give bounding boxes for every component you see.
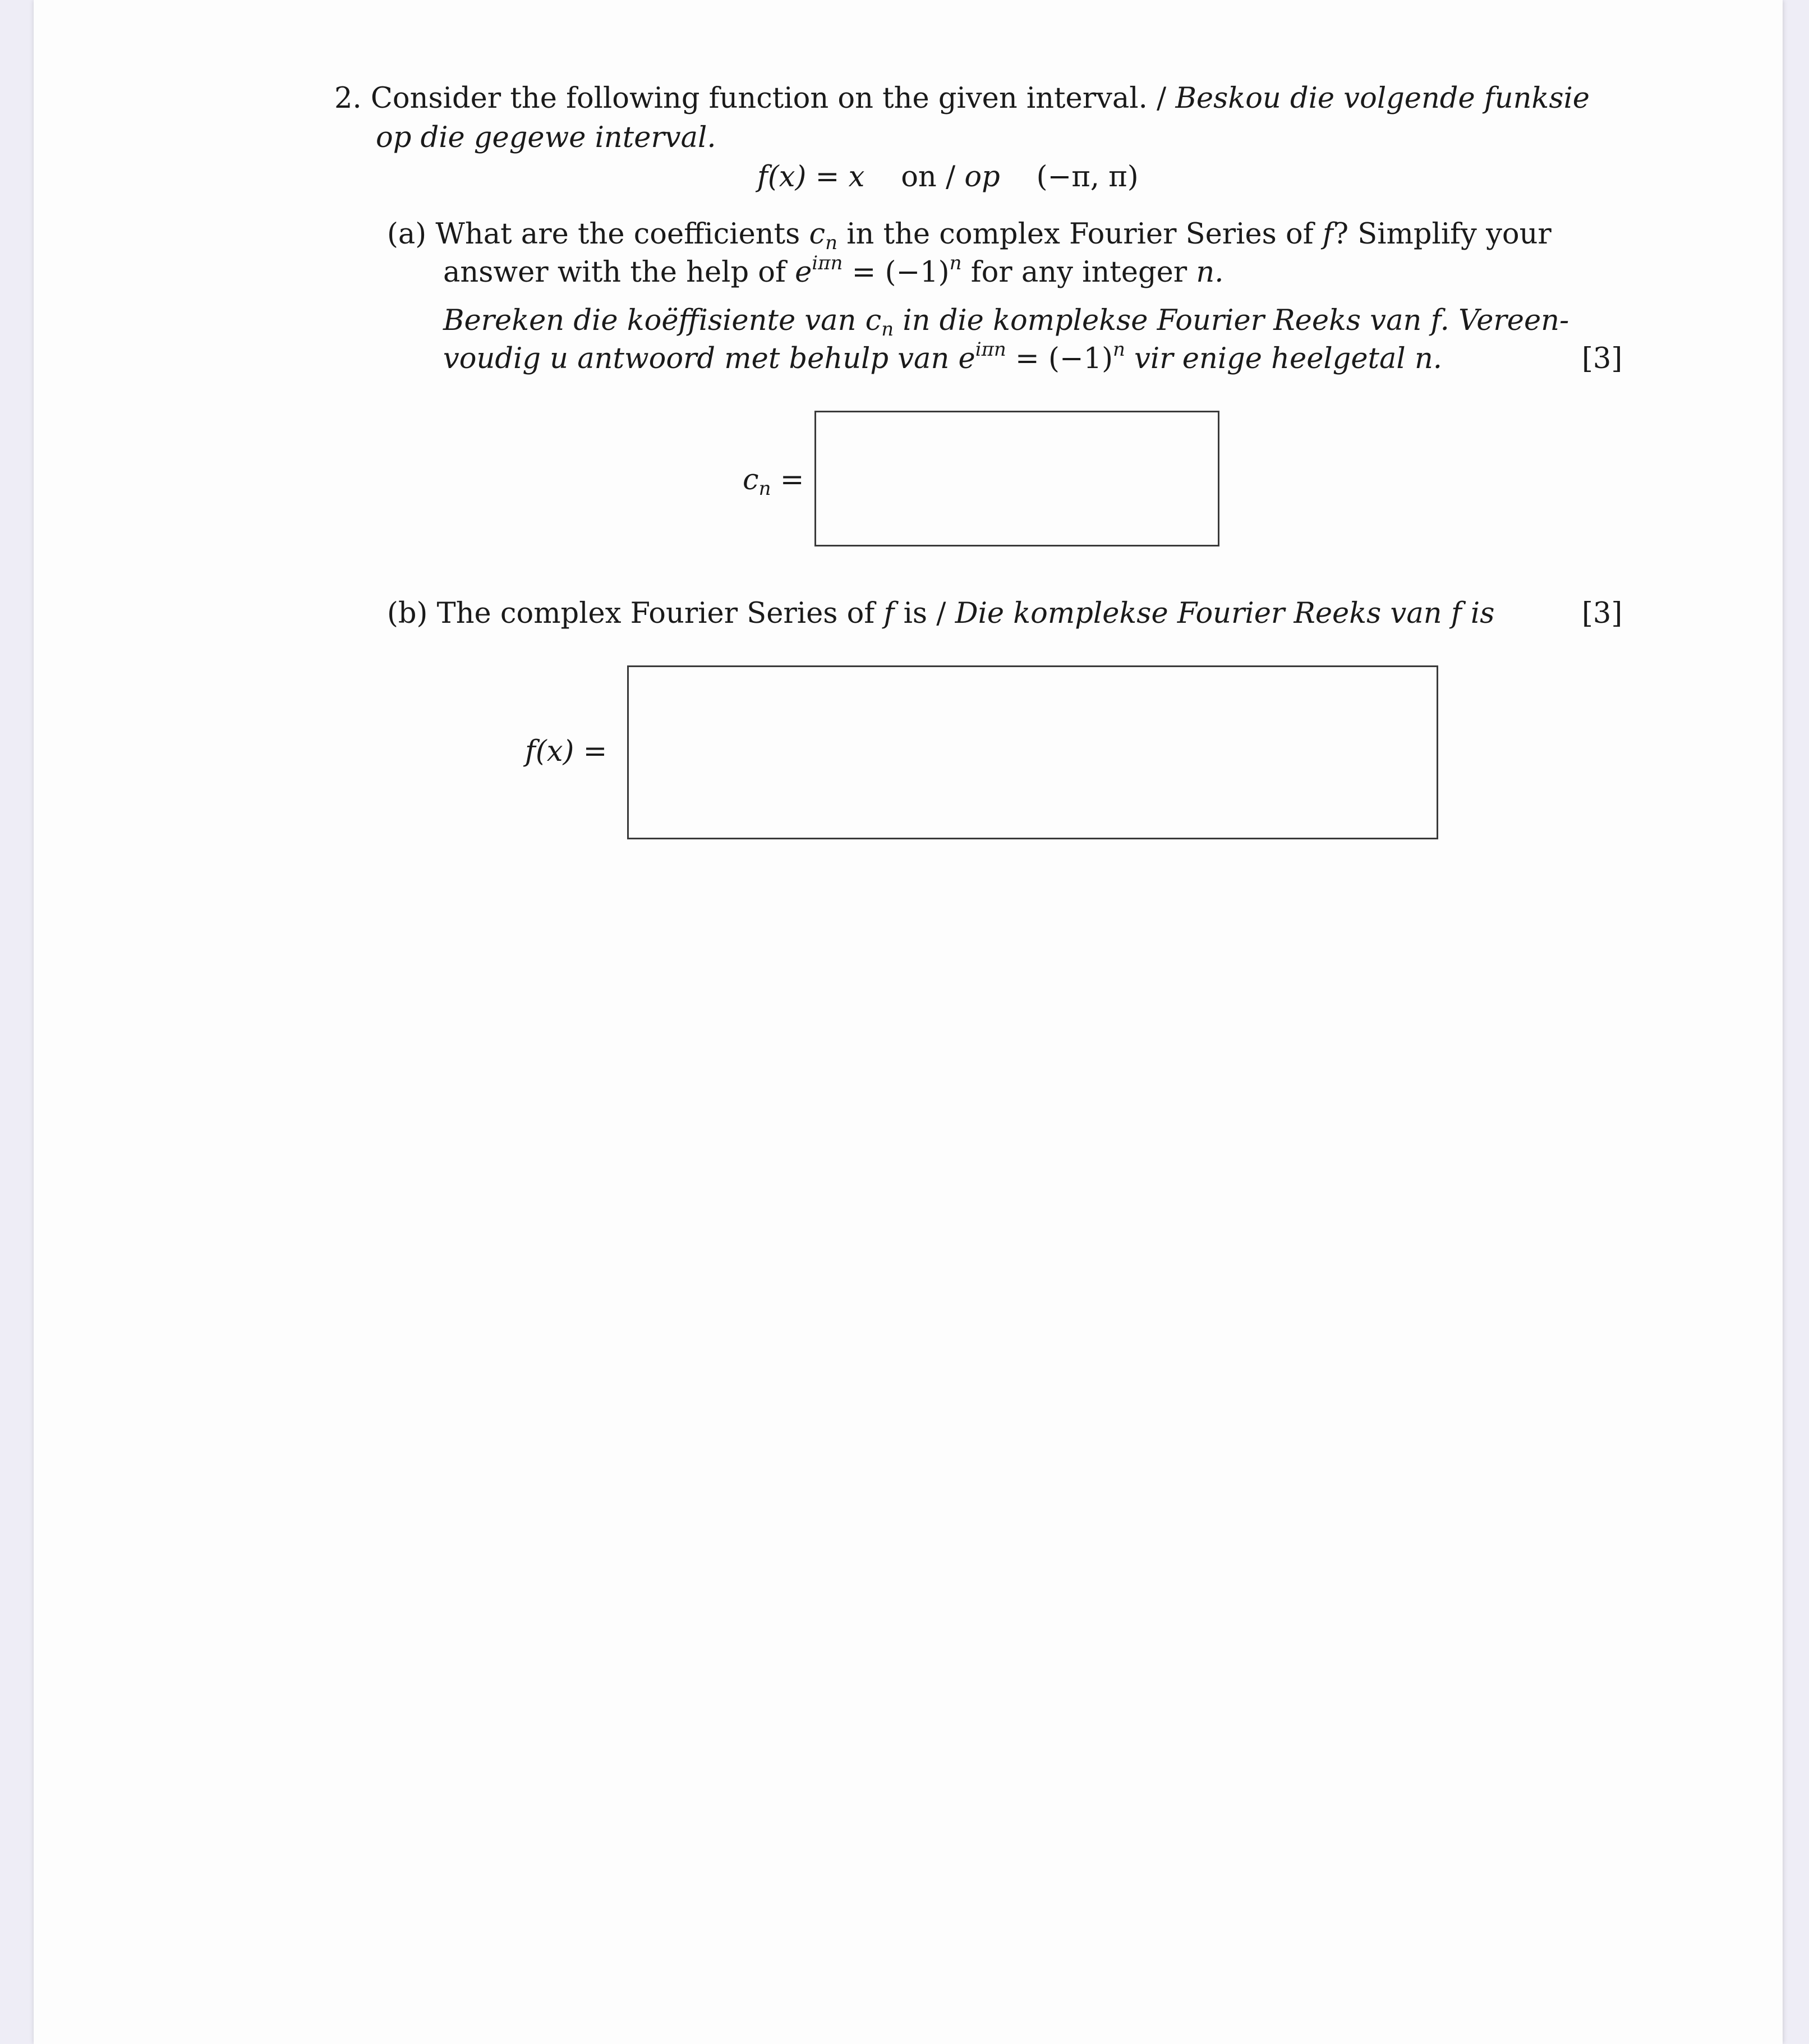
question-intro-af: Beskou die volgende funksie — [1175, 82, 1590, 115]
part-b-af-text: Die komplekse Fourier Reeks van — [955, 597, 1442, 630]
cn-symbol — [865, 304, 894, 341]
part-a-en-line1 — [387, 218, 1552, 254]
e-base: e — [795, 256, 812, 289]
power-n: n — [949, 252, 962, 274]
cn-answer-box[interactable] — [814, 411, 1219, 546]
part-a-en-line2 — [443, 252, 1224, 290]
cn-c: c — [865, 304, 882, 337]
part-b-en-text: is / — [903, 597, 946, 630]
e-symbol — [958, 338, 1006, 375]
cn-sub: n — [825, 232, 837, 254]
equals-sign: = — [780, 463, 804, 497]
cn-c: c — [809, 218, 826, 251]
fx-answer-label: f(x) = — [525, 735, 607, 768]
part-a-label: (a) — [387, 218, 427, 251]
part-b-af-text: is — [1470, 597, 1495, 630]
power-n: n — [1112, 338, 1125, 361]
part-a-af-text: voudig u antwoord met behulp van — [443, 342, 950, 375]
part-a-af-text: Vereen- — [1458, 304, 1569, 337]
part-a-en-text: in the complex Fourier Series of — [846, 218, 1314, 251]
part-a-af-line2 — [443, 338, 1443, 376]
function-definition — [757, 160, 1139, 194]
part-a-en-text: ? Simplify your — [1333, 218, 1552, 251]
part-a-en-text: = (−1) — [851, 256, 950, 289]
part-a-marks: [3] — [1582, 342, 1623, 375]
cn-symbol — [809, 218, 837, 254]
e-symbol — [795, 252, 843, 289]
question-intro-en: Consider the following function on the given interval. / — [370, 82, 1167, 115]
part-b-label: (b) — [387, 597, 428, 630]
question-intro-line1 — [334, 82, 1590, 116]
cn-sub: n — [881, 318, 894, 341]
part-a-af-text: Bereken die koëffisiente van — [443, 304, 857, 337]
cn-answer-label — [743, 463, 804, 500]
part-b-line — [387, 597, 1494, 631]
e-base: e — [958, 342, 975, 375]
cn-sub: n — [758, 477, 771, 500]
function-interval: (−π, π) — [1036, 160, 1139, 194]
e-exponent: iπn — [812, 252, 843, 274]
f-symbol: f. — [1430, 304, 1449, 337]
part-a-en-text: answer with the help of — [443, 256, 786, 289]
function-on: on / — [901, 160, 956, 194]
e-exponent: iπn — [975, 338, 1006, 361]
function-op: op — [964, 160, 1000, 194]
f-symbol: f — [1451, 597, 1462, 630]
part-a-af-text: in die komplekse Fourier Reeks van — [903, 304, 1422, 337]
part-a-af-text: vir enige heelgetal n. — [1134, 342, 1443, 375]
part-a-af-text: = (−1) — [1015, 342, 1113, 375]
function-lhs: f(x) = x — [757, 160, 865, 194]
n-symbol: n. — [1196, 256, 1224, 289]
fx-answer-box[interactable] — [627, 665, 1438, 839]
exam-page — [34, 0, 1783, 2044]
part-b-en-text: The complex Fourier Series of — [436, 597, 875, 630]
question-number: 2. — [334, 82, 362, 115]
f-symbol: f — [1322, 218, 1333, 251]
part-a-af-line1 — [443, 304, 1569, 341]
part-a-en-text: for any integer — [970, 256, 1187, 289]
f-symbol: f — [883, 597, 895, 630]
part-a-en-text: What are the coefficients — [435, 218, 800, 251]
question-intro-line2: op die gegewe interval. — [376, 121, 716, 154]
cn-c: c — [743, 463, 759, 497]
part-b-marks: [3] — [1582, 597, 1623, 630]
